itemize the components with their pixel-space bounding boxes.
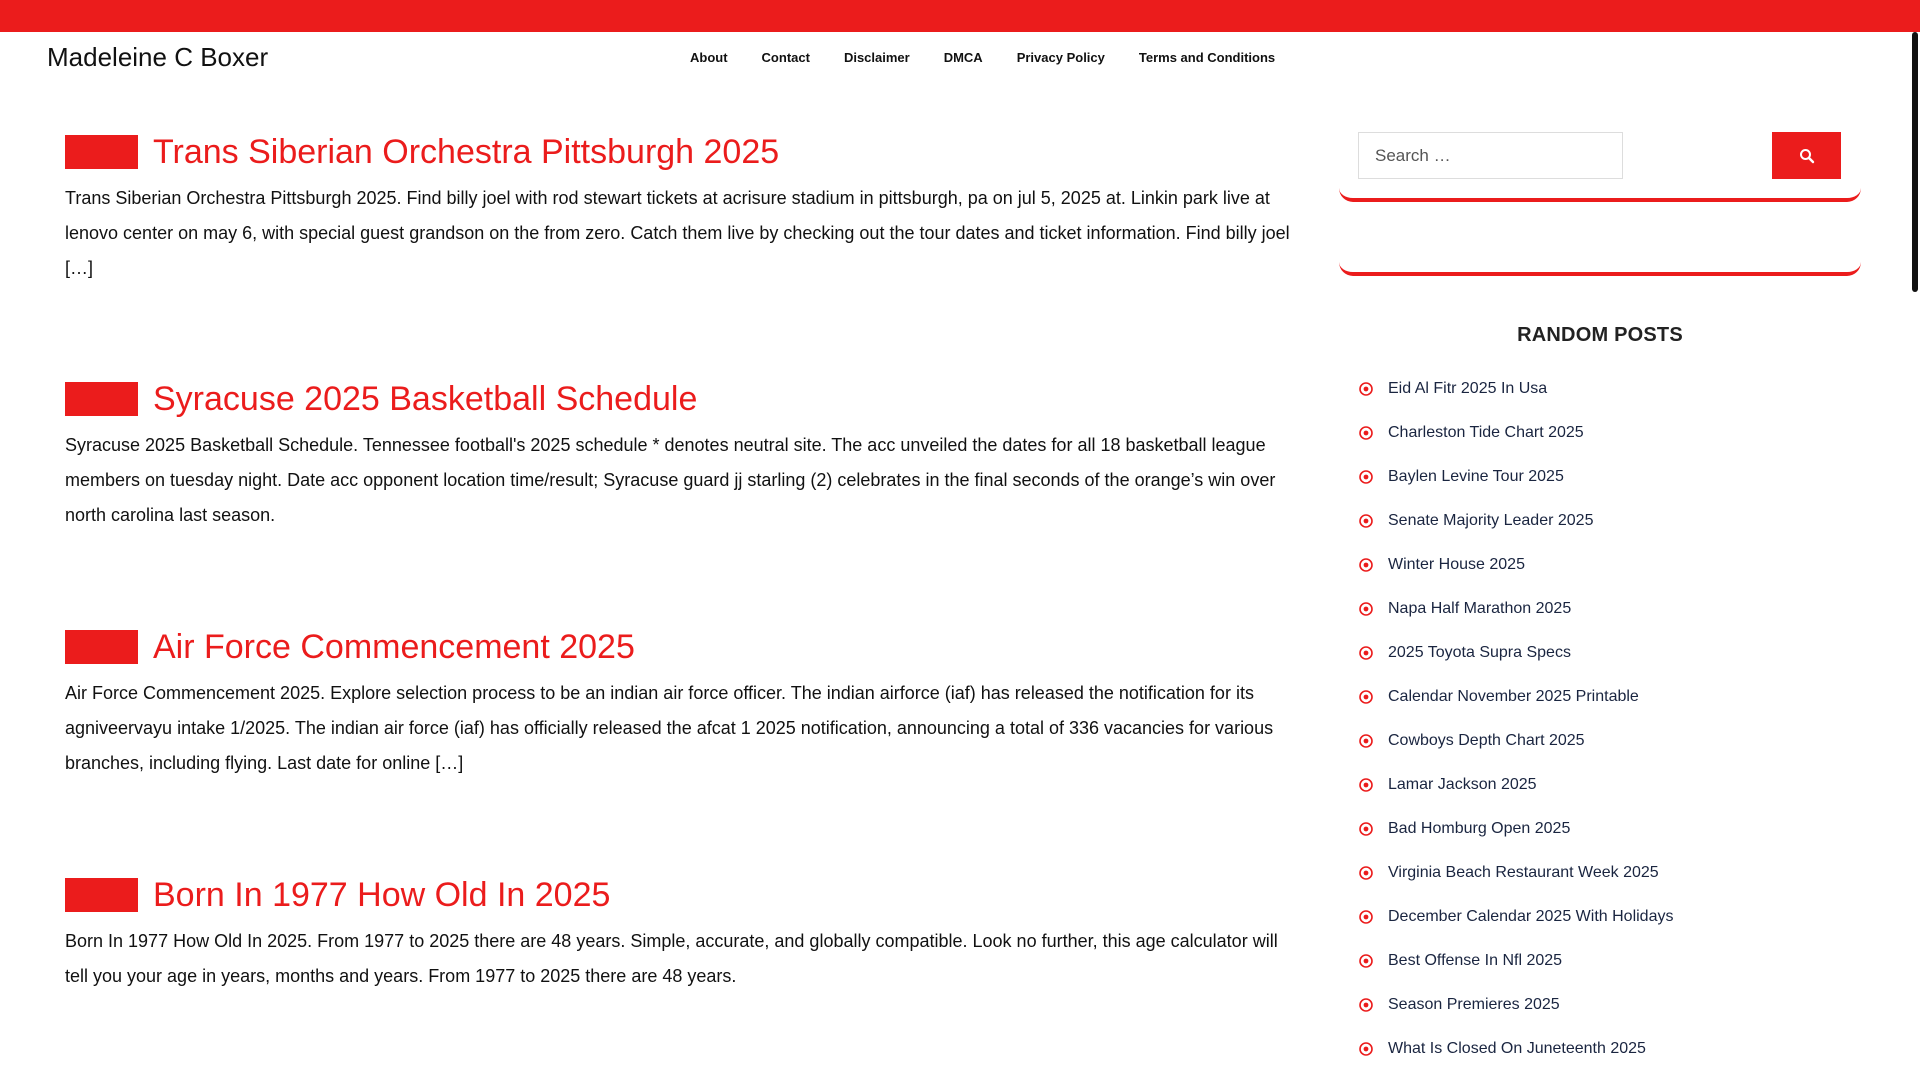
search-widget xyxy=(1339,82,1861,202)
post-card xyxy=(65,127,1297,286)
post-header xyxy=(65,374,1297,424)
target-circle-icon xyxy=(1358,777,1374,793)
post-category-badge[interactable] xyxy=(65,630,138,664)
nav-link-privacy-policy[interactable]: Privacy Policy xyxy=(1016,49,1105,65)
post-header xyxy=(65,870,1297,920)
random-post-label: What Is Closed On Juneteenth 2025 xyxy=(1388,1040,1646,1057)
random-post-label: Winter House 2025 xyxy=(1388,556,1525,573)
target-circle-icon xyxy=(1358,469,1374,485)
target-circle-icon xyxy=(1358,645,1374,661)
target-circle-icon xyxy=(1358,513,1374,529)
random-post-item[interactable] xyxy=(1358,895,1673,939)
nav-link-dmca[interactable]: DMCA xyxy=(943,49,983,65)
random-post-item[interactable] xyxy=(1358,851,1673,895)
random-post-label: Best Offense In Nfl 2025 xyxy=(1388,952,1563,969)
random-post-item[interactable] xyxy=(1358,367,1673,411)
random-post-item[interactable] xyxy=(1358,675,1673,719)
nav-link-terms-and-conditions[interactable]: Terms and Conditions xyxy=(1138,49,1276,65)
random-post-label: Senate Majority Leader 2025 xyxy=(1388,512,1594,529)
random-post-label: 2025 Toyota Supra Specs xyxy=(1388,644,1571,661)
post-title-link[interactable]: Trans Siberian Orchestra Pittsburgh 2025 xyxy=(153,132,780,171)
post-card xyxy=(65,622,1297,781)
random-post-label: Bad Homburg Open 2025 xyxy=(1388,820,1571,837)
target-circle-icon xyxy=(1358,557,1374,573)
random-post-item[interactable] xyxy=(1358,763,1673,807)
nav-link-contact[interactable]: Contact xyxy=(761,49,810,65)
random-post-item[interactable] xyxy=(1358,807,1673,851)
target-circle-icon xyxy=(1358,381,1374,397)
target-circle-icon xyxy=(1358,689,1374,705)
target-circle-icon xyxy=(1358,997,1374,1013)
site-title-link[interactable]: Madeleine C Boxer xyxy=(47,42,269,72)
post-category-badge[interactable] xyxy=(65,135,138,169)
random-post-label: Eid Al Fitr 2025 In Usa xyxy=(1388,380,1548,397)
random-post-item[interactable] xyxy=(1358,411,1673,455)
search-button[interactable] xyxy=(1772,132,1841,179)
target-circle-icon xyxy=(1358,953,1374,969)
target-circle-icon xyxy=(1358,909,1374,925)
post-title-link[interactable]: Syracuse 2025 Basketball Schedule xyxy=(153,379,698,418)
search-input[interactable] xyxy=(1358,132,1623,179)
target-circle-icon xyxy=(1358,1041,1374,1057)
post-excerpt: Trans Siberian Orchestra Pittsburgh 2025. Find billy joel with rod stewart tickets at acrisure stadium in pittsburgh, pa on jul 5, 2025 at. Linkin park live at lenovo center on may 6, with special guest grandson on the from zero. Catch them live by checking out the tour dates and ticket information. Find billy joel […] xyxy=(65,188,1290,278)
random-post-item[interactable] xyxy=(1358,455,1673,499)
post-category-badge[interactable] xyxy=(65,382,138,416)
random-post-item[interactable] xyxy=(1358,939,1673,983)
target-circle-icon xyxy=(1358,601,1374,617)
scrollbar-thumb[interactable] xyxy=(1912,32,1918,292)
empty-widget xyxy=(1339,222,1861,276)
random-post-item[interactable] xyxy=(1358,543,1673,587)
site-header xyxy=(0,32,1908,82)
target-circle-icon xyxy=(1358,733,1374,749)
target-circle-icon xyxy=(1358,821,1374,837)
random-post-item[interactable] xyxy=(1358,631,1673,675)
target-circle-icon xyxy=(1358,865,1374,881)
top-accent-bar xyxy=(0,0,1920,32)
post-header xyxy=(65,127,1297,177)
random-post-label: Virginia Beach Restaurant Week 2025 xyxy=(1388,864,1659,881)
post-title-link[interactable]: Born In 1977 How Old In 2025 xyxy=(153,875,611,914)
post-header xyxy=(65,622,1297,672)
random-post-item[interactable] xyxy=(1358,983,1673,1027)
random-post-label: Season Premieres 2025 xyxy=(1388,996,1560,1013)
random-post-label: December Calendar 2025 With Holidays xyxy=(1388,908,1674,925)
nav-link-disclaimer[interactable]: Disclaimer xyxy=(843,49,910,65)
random-post-item[interactable] xyxy=(1358,1027,1673,1071)
random-post-label: Charleston Tide Chart 2025 xyxy=(1388,424,1584,441)
random-post-item[interactable] xyxy=(1358,499,1673,543)
post-excerpt: Air Force Commencement 2025. Explore selection process to be an indian air force officer. The indian airforce (iaf) has released the notification for its agniveervayu intake 1/2025. The indian air force (iaf) has officially released the afcat 1 2025 notification, announcing a total of 336 vacancies for various branches, including flying. Last date for online […] xyxy=(65,683,1274,773)
target-circle-icon xyxy=(1358,425,1374,441)
random-post-item[interactable] xyxy=(1358,719,1673,763)
post-card xyxy=(65,870,1297,994)
post-category-badge[interactable] xyxy=(65,878,138,912)
random-posts-title: RANDOM POSTS xyxy=(1517,324,1683,346)
random-post-label: Calendar November 2025 Printable xyxy=(1388,688,1639,705)
random-post-label: Lamar Jackson 2025 xyxy=(1388,776,1537,793)
post-title-link[interactable]: Air Force Commencement 2025 xyxy=(153,627,635,666)
random-posts-list xyxy=(1358,367,1673,1071)
post-card xyxy=(65,374,1297,533)
nav-link-about[interactable]: About xyxy=(690,49,728,65)
search-icon xyxy=(1799,148,1815,164)
random-post-label: Napa Half Marathon 2025 xyxy=(1388,600,1572,617)
post-excerpt: Syracuse 2025 Basketball Schedule. Tennessee football's 2025 schedule * denotes neutral site. The acc unveiled the dates for all 18 basketball league members on tuesday night. Date acc opponent location time/result; Syracuse guard jj starling (2) celebrates in the final seconds of the orange’s win over north carolina last season. xyxy=(65,435,1276,525)
random-post-item[interactable] xyxy=(1358,587,1673,631)
main-nav xyxy=(690,32,1309,82)
post-excerpt: Born In 1977 How Old In 2025. From 1977 to 2025 there are 48 years. Simple, accurate, and globally compatible. Look no further, this age calculator will tell you your age in years, months and years. From 1977 to 2025 there are 48 years. xyxy=(65,931,1278,986)
random-post-label: Baylen Levine Tour 2025 xyxy=(1388,468,1564,485)
random-post-label: Cowboys Depth Chart 2025 xyxy=(1388,732,1585,749)
